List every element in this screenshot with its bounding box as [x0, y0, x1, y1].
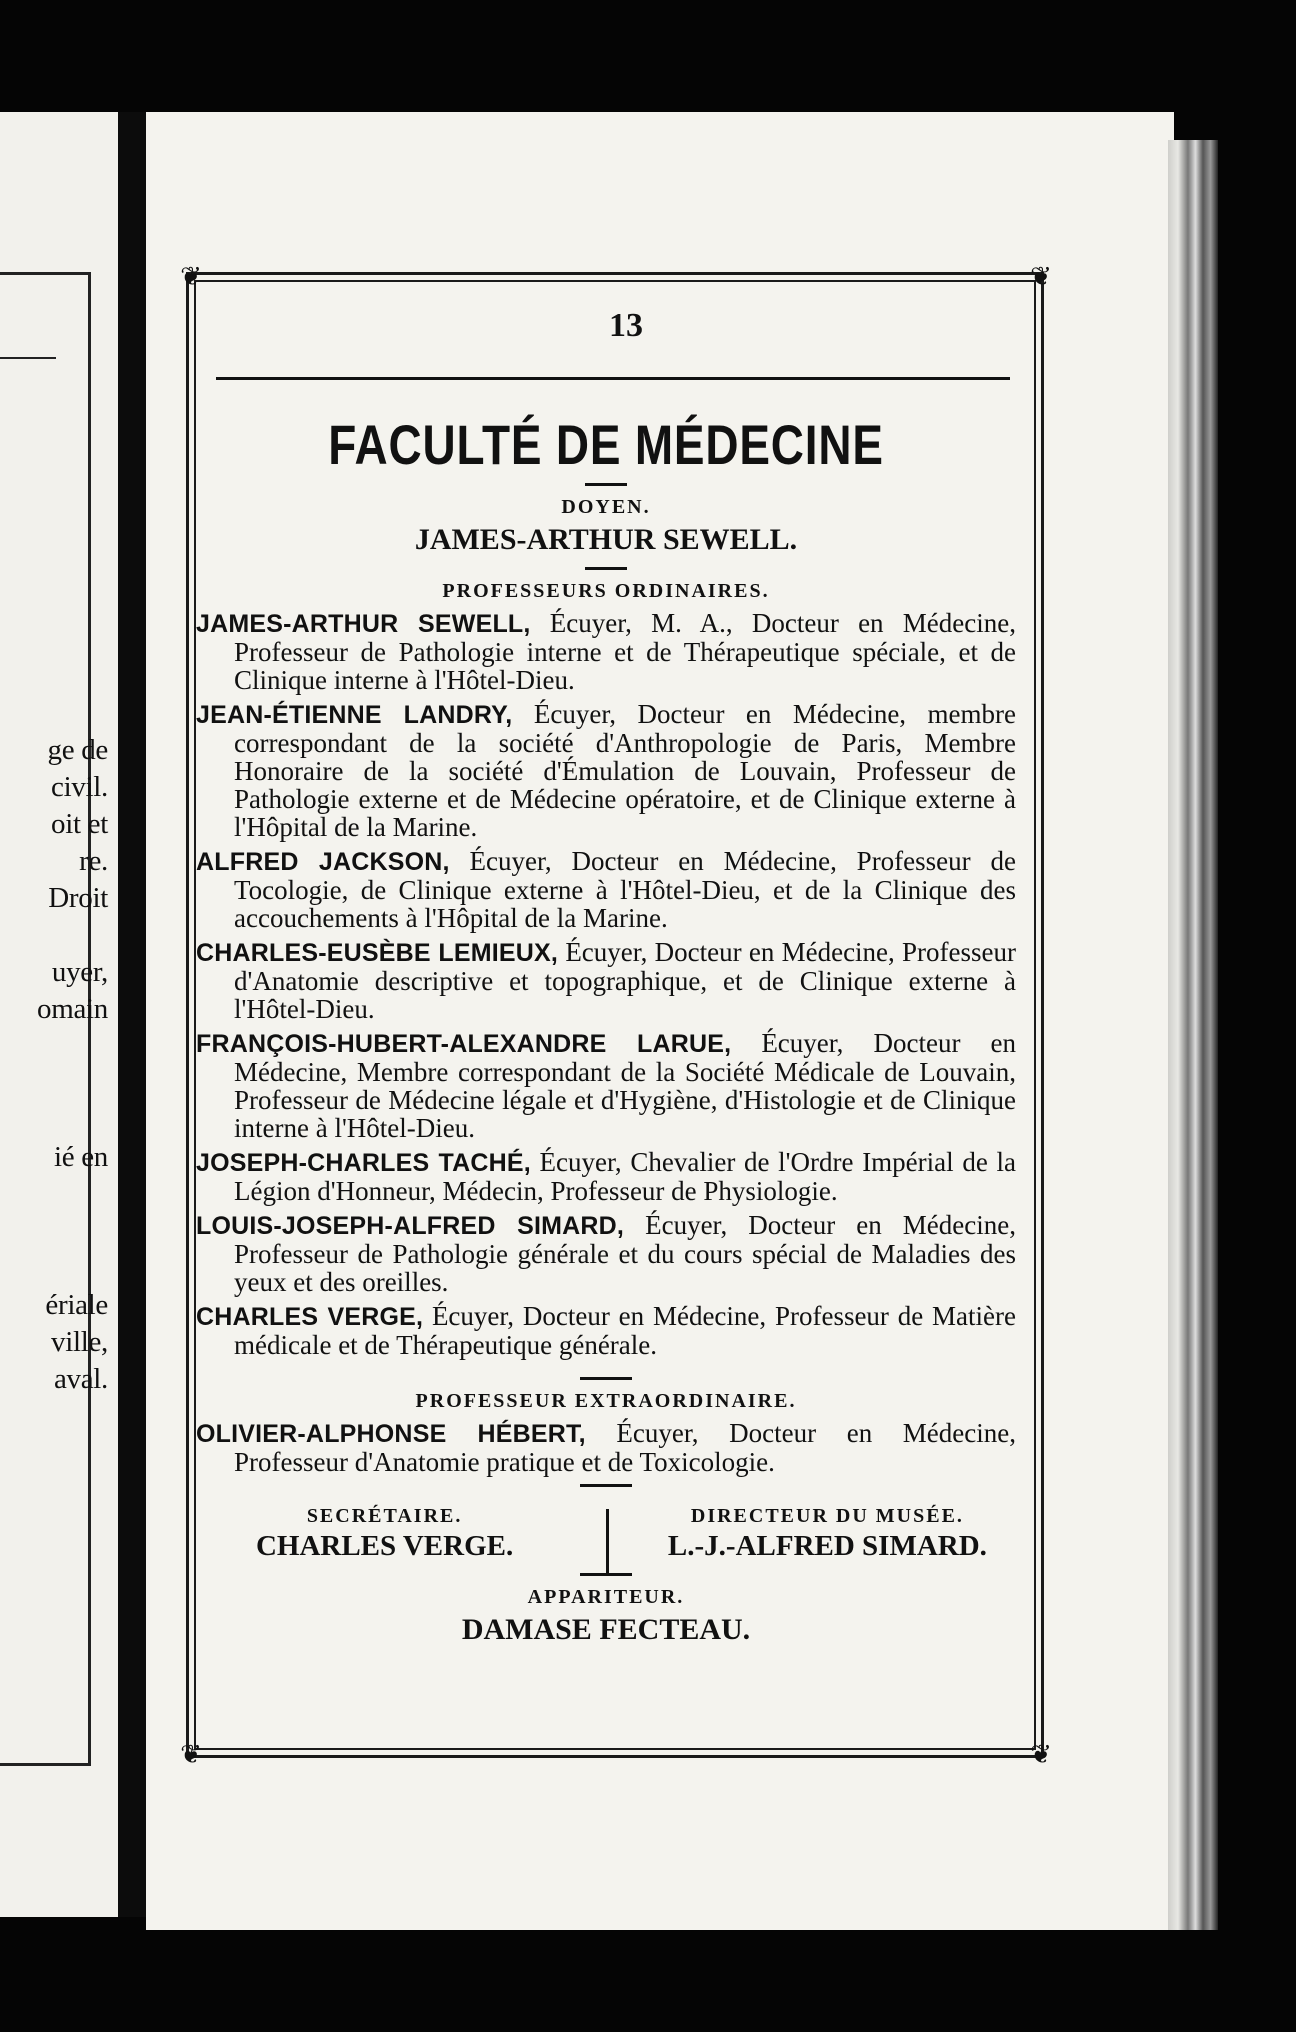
left-line [37, 1065, 108, 1102]
professor-description: Écuyer, M. A., Docteur en Médecine, Professeur de Pathologie interne et de Thérapeutique spéciale, et de Clinique interne à l'Hôtel-Dieu. [234, 608, 1016, 695]
left-line [37, 1102, 108, 1139]
header-rule [216, 377, 1010, 380]
left-line: ié en [53, 1141, 108, 1173]
professor-name: OLIVIER-ALPHONSE HÉBERT, [196, 1420, 586, 1448]
professor-description: Écuyer, Docteur en Médecine, membre correspondant de la société d'Anthropologie de Paris, Membre Honoraire de la société d'Émulation de Louvain, Professeur de Pathologie externe et de Médecine opératoire, et de Clinique externe à l'Hôpital de la Marine. [234, 699, 1016, 842]
professor-description: Écuyer, Docteur en Médecine, Membre correspondant de la Société Médicale de Louvain, Professeur de Médecine légale et d'Hygiène, d'Histologie et de Clinique interne à l'Hôtel-Dieu. [234, 1028, 1016, 1143]
professor-name: FRANÇOIS-HUBERT-ALEXANDRE LARUE, [196, 1030, 732, 1058]
corner-ornament-icon: ❦ [1030, 262, 1052, 291]
left-page-text [37, 732, 108, 1398]
left-page-fragment [0, 112, 121, 1917]
ordinaires-label: PROFESSEURS ORDINAIRES. [442, 580, 770, 602]
left-line: civil. [51, 771, 108, 803]
left-line [37, 1213, 108, 1250]
professor-name: ALFRED JACKSON, [196, 848, 450, 876]
professor-name: JEAN-ÉTIENNE LANDRY, [196, 701, 513, 729]
left-line [37, 1250, 108, 1287]
left-line: oit et [51, 808, 108, 840]
professor-name: JOSEPH-CHARLES TACHÉ, [196, 1149, 531, 1177]
professor-description: Écuyer, Docteur en Médecine, Professeur de Matière médicale et de Thérapeutique générale. [234, 1301, 1016, 1360]
professor-name: LOUIS-JOSEPH-ALFRED SIMARD, [196, 1212, 625, 1240]
professor-name: CHARLES-EUSÈBE LEMIEUX, [196, 939, 559, 967]
professor-entry [196, 1419, 1016, 1476]
page-stack-edge [1168, 140, 1218, 1930]
professor-entry [196, 1148, 1016, 1205]
professor-name: JAMES-ARTHUR SEWELL, [196, 610, 531, 638]
professor-description: Écuyer, Docteur en Médecine, Professeur d'Anatomie descriptive et topographique, et de Clinique externe à l'Hôtel-Dieu. [234, 937, 1016, 1024]
left-line: ville, [51, 1326, 108, 1358]
corner-ornament-icon: ❦ [180, 1740, 202, 1769]
left-line: re. [79, 845, 108, 877]
left-page-rule [0, 357, 56, 359]
professor-entry [196, 700, 1016, 841]
left-line: omain [37, 993, 108, 1025]
professor-entry [196, 609, 1016, 694]
left-line: Droit [48, 882, 108, 914]
left-line: uyer, [51, 956, 108, 988]
book-spine [118, 112, 148, 1917]
left-line: ériale [45, 1289, 108, 1321]
professor-entry [196, 1029, 1016, 1142]
directeur-block [639, 1505, 1016, 1563]
divider [580, 1377, 632, 1380]
page-content [196, 412, 1016, 1657]
doyen-name: JAMES-ARTHUR SEWELL. [414, 523, 798, 556]
directeur-name: L.-J.-ALFRED SIMARD. [667, 1530, 987, 1562]
main-page [146, 112, 1174, 1930]
professor-description: Écuyer, Docteur en Médecine, Professeur d'Anatomie pratique et de Toxicologie. [234, 1418, 1016, 1477]
professor-description: Écuyer, Docteur en Médecine, Professeur de Pathologie générale et du cours spécial de Maladies des yeux et des oreilles. [234, 1210, 1016, 1297]
left-line: ge de [47, 734, 108, 766]
appariteur-label: APPARITEUR. [527, 1586, 685, 1608]
professor-name: CHARLES VERGE, [196, 1303, 424, 1331]
professor-entry [196, 938, 1016, 1023]
secretaire-label: SECRÉTAIRE. [306, 1505, 463, 1527]
officers-row [196, 1505, 1016, 1563]
doyen-label: DOYEN. [561, 496, 651, 518]
professor-description: Écuyer, Docteur en Médecine, Professeur de Tocologie, de Clinique externe à l'Hôtel-Dieu, et de la Clinique des accouchements à l'Hôpital de la Marine. [234, 846, 1016, 933]
divider [585, 483, 627, 486]
divider [580, 1573, 632, 1576]
divider [585, 567, 627, 570]
appariteur-name: DAMASE FECTEAU. [461, 1613, 751, 1646]
corner-ornament-icon: ❦ [180, 262, 202, 291]
corner-ornament-icon: ❦ [1030, 1740, 1052, 1769]
professor-entry [196, 1211, 1016, 1296]
professor-entry [196, 1302, 1016, 1359]
left-line [37, 917, 108, 954]
page-title: FACULTÉ DE MÉDECINE [328, 413, 884, 476]
vertical-divider [606, 1509, 609, 1573]
secretaire-block [196, 1505, 573, 1563]
left-line [37, 1176, 108, 1213]
extraordinaire-label: PROFESSEUR EXTRAORDINAIRE. [415, 1390, 797, 1412]
directeur-label: DIRECTEUR DU MUSÉE. [690, 1505, 964, 1527]
professor-entry [196, 847, 1016, 932]
left-line: aval. [53, 1363, 108, 1395]
left-line [37, 1028, 108, 1065]
divider [580, 1484, 632, 1487]
secretaire-name: CHARLES VERGE. [255, 1530, 514, 1562]
page-number: 13 [609, 307, 643, 344]
professor-description: Écuyer, Chevalier de l'Ordre Impérial de la Légion d'Honneur, Médecin, Professeur de Physiologie. [234, 1147, 1016, 1206]
